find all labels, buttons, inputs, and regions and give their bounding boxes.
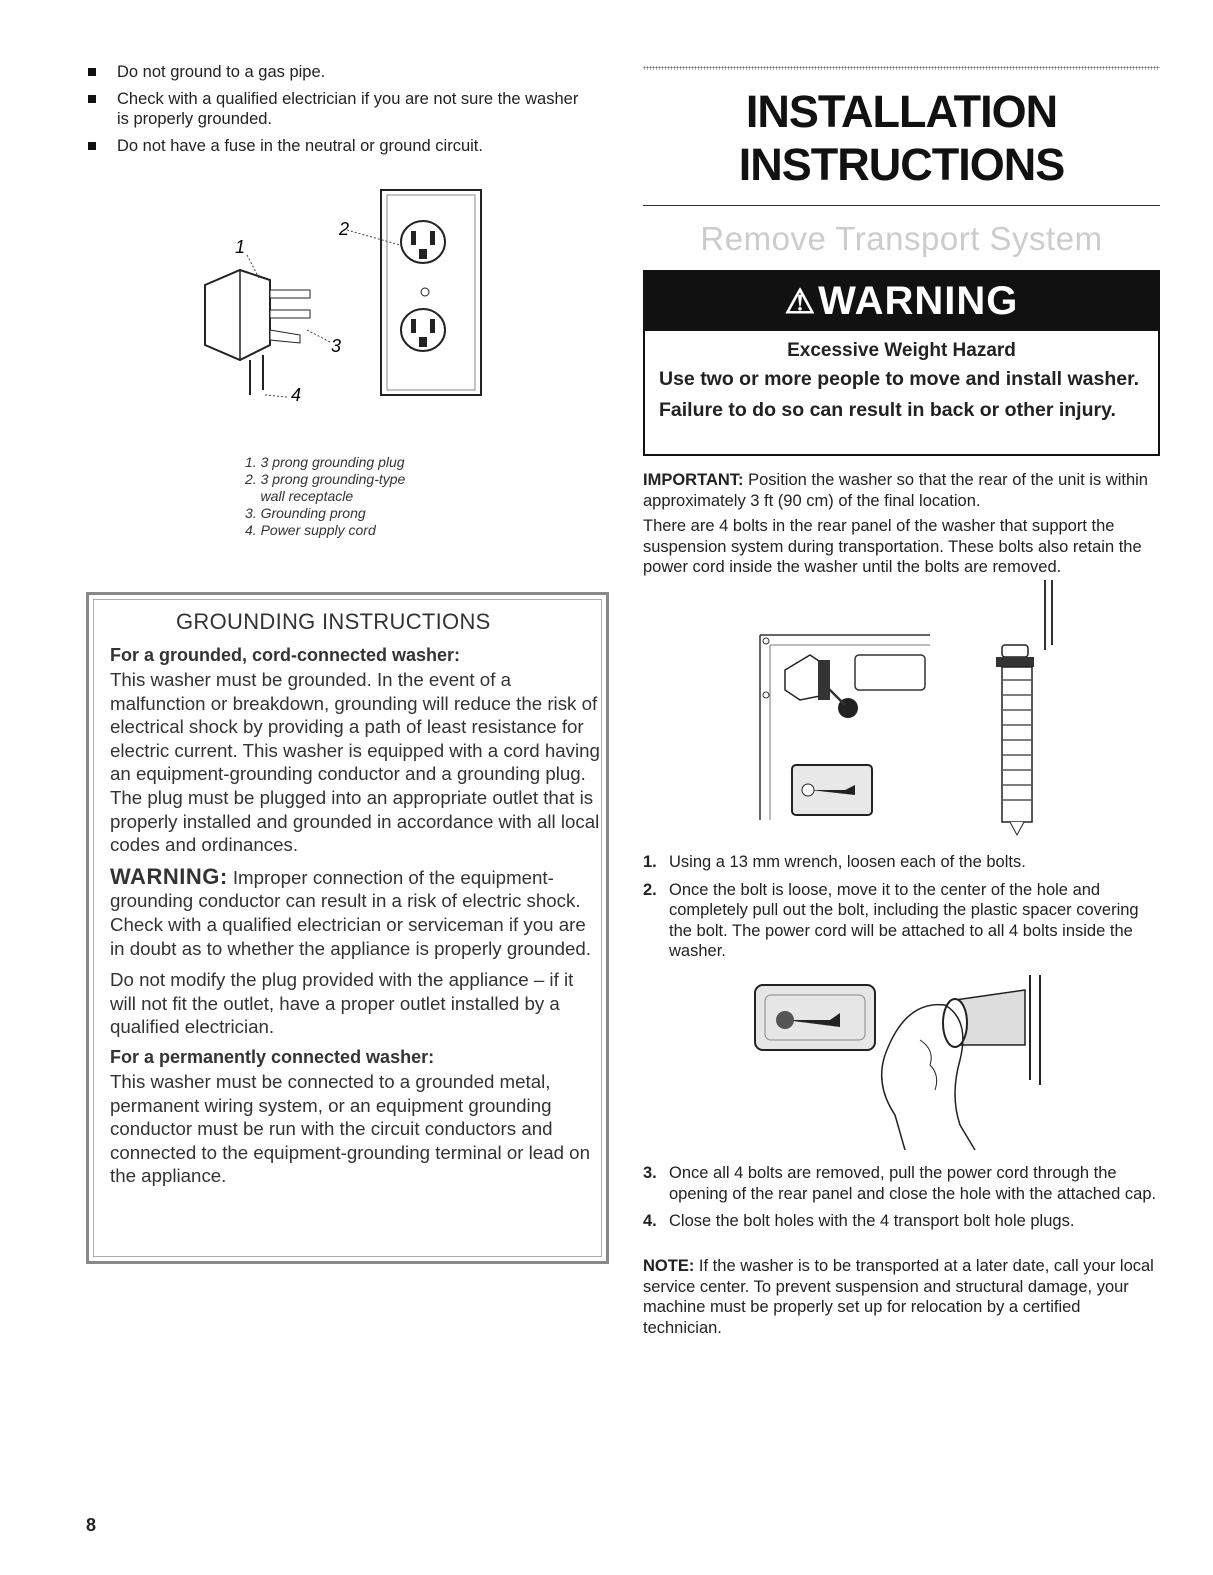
hand-inserting-plug-illustration (745, 965, 1055, 1160)
warning-hazard-title: Excessive Weight Hazard (787, 340, 1016, 361)
grounding-subheading-corded: For a grounded, cord-connected washer: (110, 645, 461, 665)
page-title (643, 85, 1160, 191)
bullet-item: Check with a qualified electrician if you are not sure the washer is properly grounded. (86, 89, 586, 129)
step-number: 4. (643, 1212, 657, 1230)
page-number: 8 (86, 1515, 97, 1535)
step-item (643, 1211, 1160, 1232)
step-text: Once all 4 bolts are removed, pull the power cord through the opening of the rear panel and close the hole with the attached cap. (669, 1164, 1157, 1203)
step-number: 1. (643, 853, 657, 871)
note-text: If the washer is to be transported at a later date, call your local service center. To prevent suspension and structural damage, your machine must be properly set up for relocation by a certified technician. (643, 1257, 1154, 1337)
note-label: NOTE: (643, 1257, 695, 1275)
important-label: IMPORTANT: (643, 471, 744, 489)
warning-consequence: Failure to do so can result in back or other injury. (659, 399, 1116, 421)
plug-and-outlet-illustration (195, 185, 495, 410)
figure-legend (245, 454, 525, 539)
warning-triangle-icon: ⚠ (784, 282, 817, 321)
step-number: 3. (643, 1164, 657, 1182)
step-text: Using a 13 mm wrench, loosen each of the bolts. (669, 853, 1026, 871)
callout-4: 4 (291, 385, 302, 405)
title-divider (643, 205, 1160, 206)
steps-3-4 (643, 1163, 1160, 1239)
step-text: Close the bolt holes with the 4 transport bolt hole plugs. (669, 1212, 1075, 1230)
top-dotted-divider (643, 66, 1160, 70)
warning-header (645, 272, 1158, 331)
grounding-plug-paragraph: Do not modify the plug provided with the appliance – if it will not fit the outlet, have a proper outlet installed by a qualified electrician. (110, 969, 574, 1038)
grounding-warning-text: Improper connection of the equipment-grounding conductor can result in a risk of electric shock. Check with a qualified electrician or serviceman if you are in doubt as to whether the appliance is properly grounded. (110, 866, 592, 959)
callout-1: 1 (235, 237, 246, 257)
legend-item: 1. 3 prong grounding plug (245, 454, 405, 470)
grounding-title: GROUNDING INSTRUCTIONS (176, 609, 491, 634)
page-title-line-2: INSTRUCTIONS (738, 139, 1065, 190)
grounding-permanent-paragraph: This washer must be connected to a grounded metal, permanent wiring system, or an equipment grounding conductor must be run with the circuit conductors and connected to the equipment-grounding terminal or lead on the appliance. (110, 1070, 590, 1187)
important-text: Position the washer so that the rear of the unit is within approximately 3 ft (90 cm) of the final location. (643, 471, 1148, 510)
bullet-item: Do not ground to a gas pipe. (86, 62, 586, 82)
legend-item: 4. Power supply cord (245, 522, 376, 538)
warning-instruction: Use two or more people to move and install washer. (659, 368, 1140, 390)
callout-2: 2 (339, 219, 350, 239)
legend-item: 2. 3 prong grounding-type wall receptacle (245, 471, 406, 504)
grounding-warning-label: WARNING: (110, 863, 228, 889)
note-paragraph (643, 1256, 1160, 1338)
grounding-paragraph: This washer must be grounded. In the event of a malfunction or breakdown, grounding will reduce the risk of electrical shock by providing a path of least resistance for electric current. This washer is equipped with a cord having an equipment-grounding conductor and a grounding plug. The plug must be plugged into an appropriate outlet that is properly installed and grounded in accordance with all local codes and ordinances. (110, 669, 600, 856)
weight-hazard-warning-box (643, 270, 1160, 456)
steps-1-2 (643, 852, 1160, 969)
step-number: 2. (643, 880, 657, 899)
step-item (643, 880, 1160, 962)
bolts-paragraph: There are 4 bolts in the rear panel of the washer that support the suspension system during transportation. These bolts also retain the power cord inside the washer until the bolts are removed. (643, 517, 1142, 576)
callout-3: 3 (331, 336, 342, 356)
bullet-item: Do not have a fuse in the neutral or ground circuit. (86, 136, 586, 156)
grounding-subheading-permanent: For a permanently connected washer: (110, 1046, 435, 1067)
grounding-warning-paragraph (110, 865, 600, 960)
step-item (643, 852, 1160, 873)
warning-word: WARNING (818, 279, 1019, 323)
grounding-instructions-box (86, 592, 609, 1264)
grounding-bullet-list (86, 62, 586, 163)
rear-panel-bolt-illustration (740, 580, 1100, 840)
step-item (643, 1163, 1160, 1204)
page-title-line-1: INSTALLATION (745, 86, 1058, 137)
step-text: Once the bolt is loose, move it to the center of the hole and completely pull out the bolt, including the plastic spacer covering the bolt. The power cord will be attached to all 4 bolts inside the washer. (669, 880, 1139, 960)
important-paragraph (643, 470, 1160, 511)
section-title: Remove Transport System (700, 220, 1103, 257)
legend-item: 3. Grounding prong (245, 505, 366, 521)
